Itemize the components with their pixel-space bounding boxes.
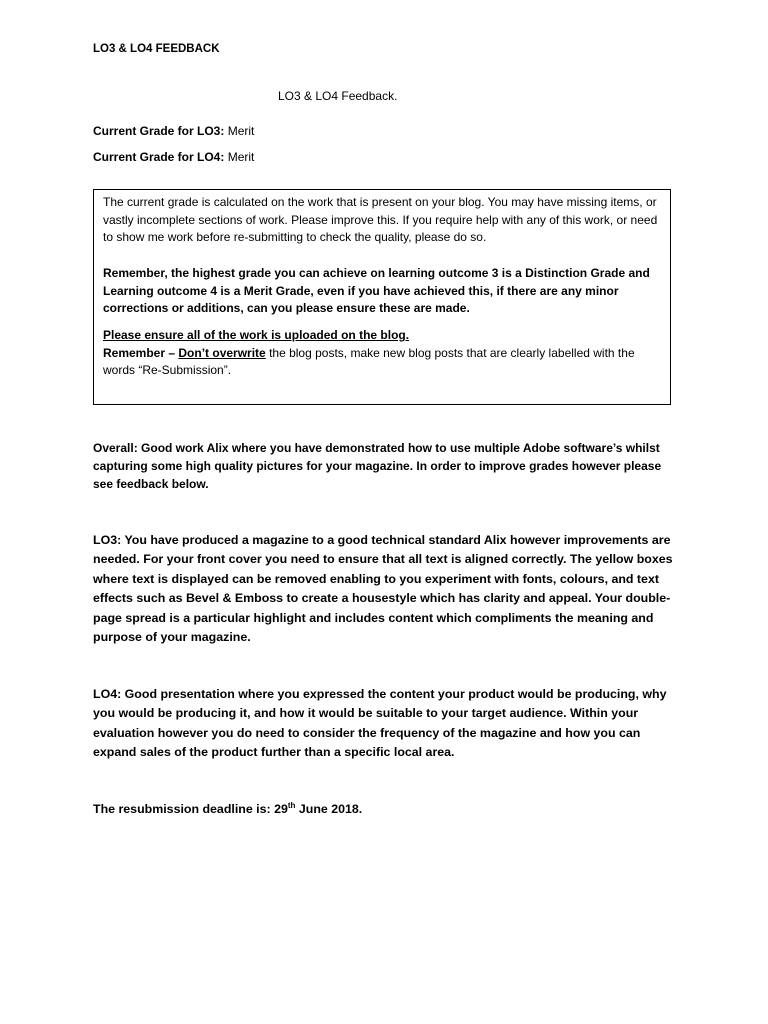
lo3-grade-label: Current Grade for LO3: bbox=[93, 124, 225, 138]
lo4-grade-value: Merit bbox=[227, 150, 255, 164]
upload-reminder: Please ensure all of the work is uploaded on the blog. bbox=[103, 328, 410, 342]
notice-paragraph-3 bbox=[103, 327, 665, 380]
document-header: LO3 & LO4 FEEDBACK bbox=[93, 43, 220, 55]
overall-feedback: Overall: Good work Alix where you have demonstrated how to use multiple Adobe software’s whilst capturing some high quality pictures for your magazine. In order to improve grades however please see feedback below. bbox=[93, 441, 662, 491]
resubmission-deadline bbox=[93, 802, 362, 816]
document-title: LO3 & LO4 Feedback. bbox=[278, 89, 398, 103]
lo3-feedback: LO3: You have produced a magazine to a good technical standard Alix however improvements are needed. For your front cover you need to ensure that all text is aligned correctly. The yellow boxes where text is displayed can be removed enabling to you experiment with fonts, colours, and text effects such as Bevel & Emboss to create a housestyle which has clarity and appeal. Your double-page spread is a particular highlight and includes content which compliments the meaning and purpose of your magazine. bbox=[93, 533, 673, 645]
dont-overwrite-text: Don’t overwrite bbox=[178, 345, 266, 360]
deadline-prefix: The resubmission deadline is: 29 bbox=[93, 802, 288, 816]
deadline-suffix: th bbox=[287, 801, 296, 810]
lo3-grade-line bbox=[93, 124, 254, 138]
lo4-grade-label: Current Grade for LO4: bbox=[93, 150, 225, 164]
lo3-grade-value: Merit bbox=[227, 124, 255, 138]
remember-prefix: Remember – bbox=[103, 345, 179, 360]
notice-paragraph-1: The current grade is calculated on the work that is present on your blog. You may have missing items, or vastly incomplete sections of work. Please improve this. If you require help with any of this work, or need to show me work before re-submitting to check the quality, please do so. bbox=[103, 195, 658, 244]
notice-box bbox=[93, 189, 671, 405]
deadline-rest: June 2018. bbox=[295, 802, 363, 816]
lo4-grade-line bbox=[93, 150, 254, 164]
remember-rest: the blog posts, make new blog posts that are clearly labelled with the words “Re-Submission”. bbox=[103, 345, 635, 377]
lo4-feedback: LO4: Good presentation where you expressed the content your product would be producing, why you would be producing it, and how it would be suitable to your target audience. Within your evaluation however you do need to consider the frequency of the magazine and how you can expand sales of the product further than a specific local area. bbox=[93, 687, 667, 760]
notice-paragraph-2: Remember, the highest grade you can achieve on learning outcome 3 is a Distinction Grade and Learning outcome 4 is a Merit Grade, even if you have achieved this, if there are any minor corrections or additions, can you please ensure these are made. bbox=[103, 266, 650, 315]
